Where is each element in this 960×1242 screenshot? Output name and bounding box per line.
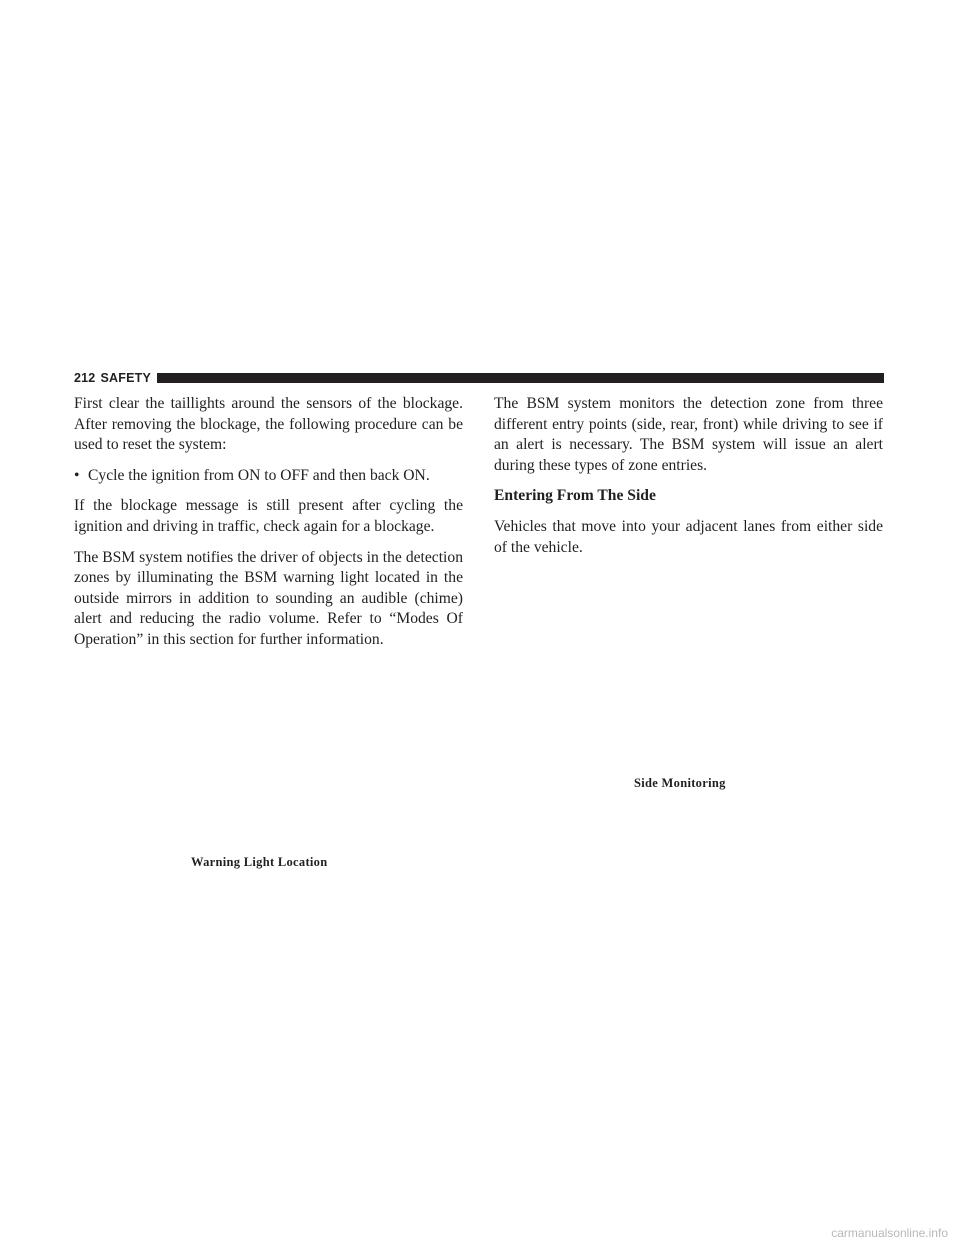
figure-caption-side-monitoring: Side Monitoring (634, 776, 726, 790)
bullet-icon: • (74, 466, 80, 484)
subheading-entering-from-side: Entering From The Side (494, 487, 656, 505)
header-label (74, 371, 151, 385)
paragraph-blockage-message: If the blockage message is still present after cycling the ignition and driving in traffic, check again for a blockage. (74, 497, 463, 535)
footer-watermark: carmanualsonline.info (831, 1226, 948, 1240)
section-title: SAFETY (100, 371, 151, 385)
paragraph-vehicles-adjacent: Vehicles that move into your adjacent lanes from either side of the vehicle. (494, 517, 883, 556)
paragraph-clear-taillights: First clear the taillights around the sensors of the blockage. After removing the blockage, the following procedure can be used to reset the system: (74, 395, 463, 454)
page-number: 212 (74, 371, 96, 385)
left-column (74, 394, 463, 661)
right-column (494, 394, 883, 568)
paragraph-bsm-notifies: The BSM system notifies the driver of objects in the detection zones by illuminating the BSM warning light located in the outside mirrors in addition to sounding an audible (chime) alert and reducing the radio volume. Refer to “Modes Of Operation” in this section for further information. (74, 548, 463, 648)
page-header (74, 371, 884, 385)
paragraph-bsm-monitors: The BSM system monitors the detection zone from three different entry points (side, rear, front) while driving to see if an alert is necessary. The BSM system will issue an alert during these types of zone entries. (494, 395, 883, 474)
header-rule (157, 373, 884, 383)
figure-caption-warning-light: Warning Light Location (191, 855, 328, 869)
bullet-item-cycle-ignition (74, 466, 463, 487)
bullet-text: Cycle the ignition from ON to OFF and then back ON. (88, 466, 430, 484)
